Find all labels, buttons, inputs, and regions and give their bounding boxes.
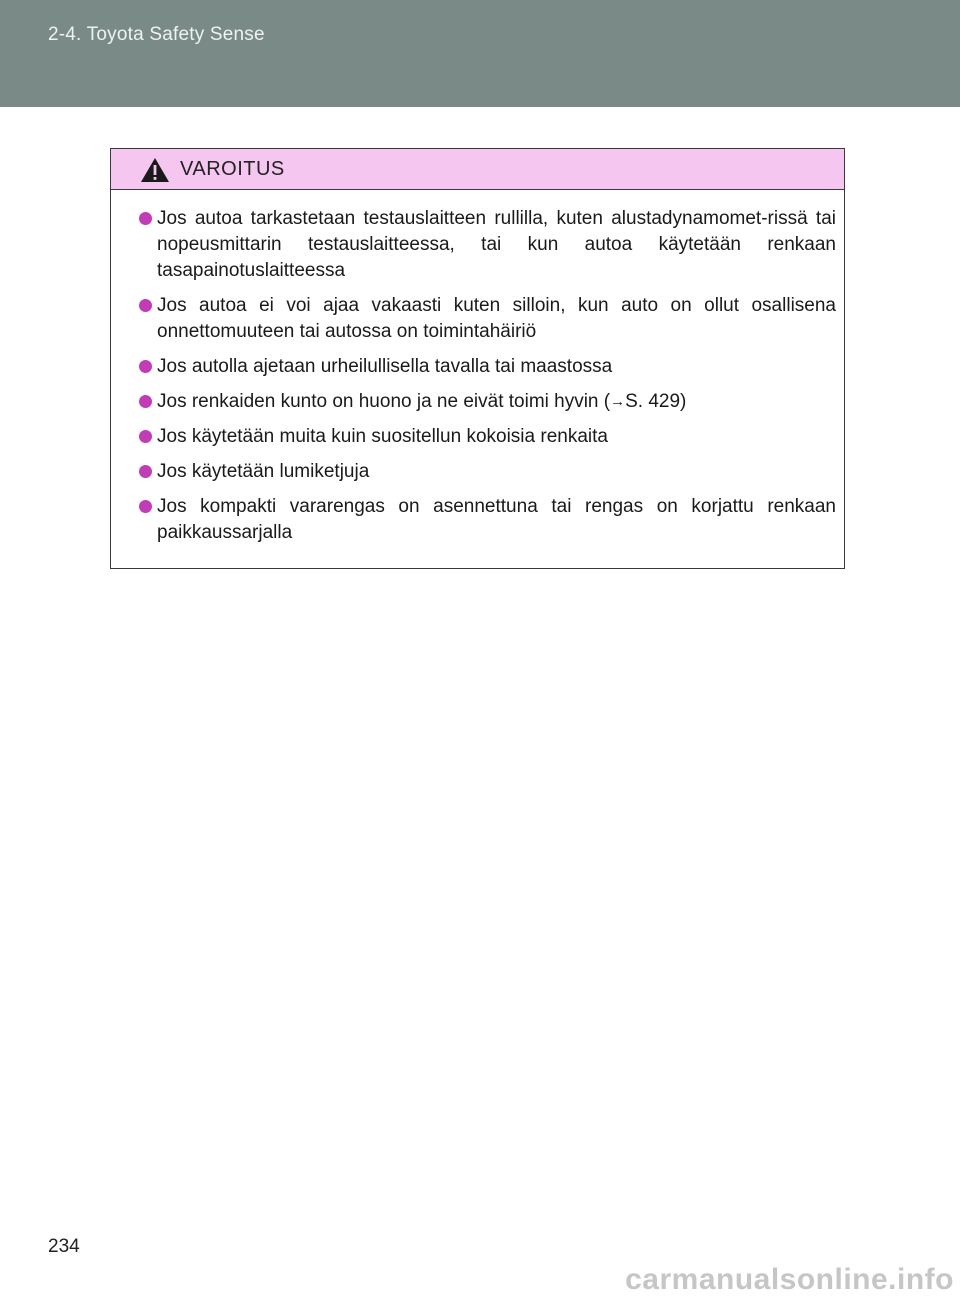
warning-item-text: Jos autoa tarkastetaan testauslaitteen rullilla, kuten alustadynamomet-rissä tai nopeusmittarin testauslaitteessa, tai kun autoa käytetään renkaan tasapainotuslaitteessa (157, 208, 836, 281)
warning-item (139, 494, 836, 546)
page-number: 234 (48, 1236, 80, 1257)
warning-item-text: Jos autoa ei voi ajaa vakaasti kuten silloin, kun auto on ollut osallisena onnettomuuteen tai autossa on toimintahäiriö (157, 295, 836, 342)
warning-item (139, 293, 836, 345)
warning-triangle-icon (140, 157, 170, 183)
warning-item-text-end: ) (680, 391, 687, 412)
warning-item (139, 424, 836, 450)
warning-item (139, 389, 836, 415)
warning-item-text: Jos renkaiden kunto on huono ja ne eivät toimi hyvin ( (157, 391, 611, 412)
page-reference-link[interactable]: S. 429 (625, 391, 681, 412)
watermark: carmanualsonline.info (625, 1263, 954, 1296)
warning-header (111, 149, 844, 190)
bullet-icon (139, 430, 152, 443)
warning-item-text: Jos autolla ajetaan urheilullisella tavalla tai maastossa (157, 356, 613, 377)
warning-item-text: Jos kompakti vararengas on asennettuna tai rengas on korjattu renkaan paikkaussarjalla (157, 496, 836, 543)
arrow-right-icon: → (610, 393, 626, 410)
section-header-band (0, 0, 960, 107)
bullet-icon (139, 360, 152, 373)
warning-item (139, 354, 836, 380)
warning-item-text: Jos käytetään muita kuin suositellun kokoisia renkaita (157, 426, 608, 447)
warning-item (139, 459, 836, 485)
warning-box (110, 148, 845, 569)
warning-item (139, 206, 836, 284)
bullet-icon (139, 500, 152, 513)
warning-list (111, 190, 844, 546)
warning-item-text: Jos käytetään lumiketjuja (157, 461, 370, 482)
section-title: 2-4. Toyota Safety Sense (48, 24, 265, 45)
bullet-icon (139, 299, 152, 312)
bullet-icon (139, 465, 152, 478)
bullet-icon (139, 212, 152, 225)
bullet-icon (139, 395, 152, 408)
warning-title: VAROITUS (180, 158, 285, 180)
